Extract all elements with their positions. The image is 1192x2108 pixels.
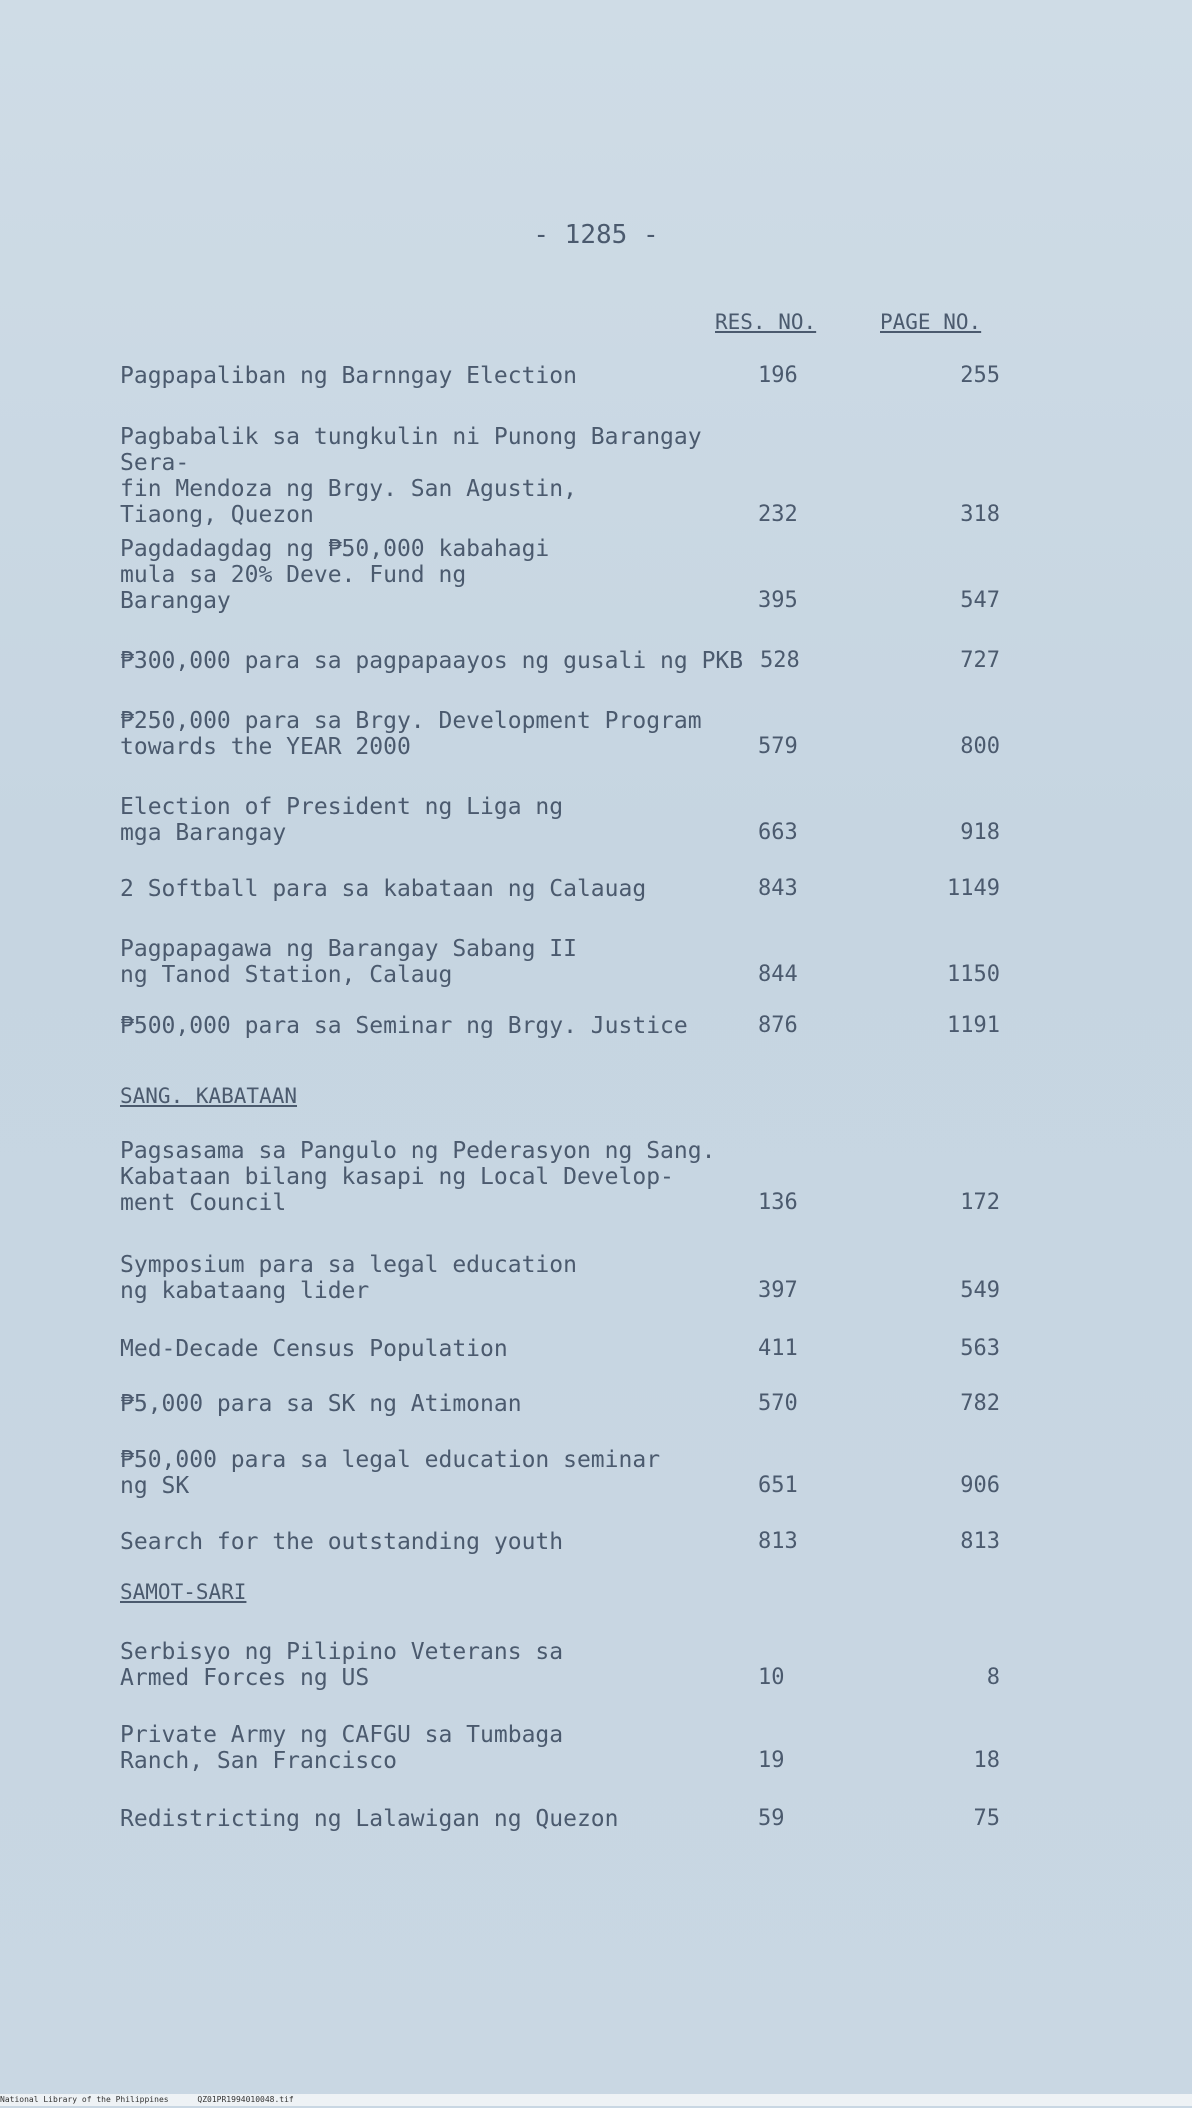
entry-res-no: 397 bbox=[758, 1278, 798, 1303]
index-entry bbox=[120, 648, 1170, 674]
index-entry bbox=[120, 1252, 1170, 1304]
entry-description: ₱250,000 para sa Brgy. Development Program towards the YEAR 2000 bbox=[120, 708, 702, 760]
entry-description: ₱5,000 para sa SK ng Atimonan bbox=[120, 1391, 522, 1417]
entry-res-no: 876 bbox=[758, 1013, 798, 1038]
entry-res-no: 196 bbox=[758, 363, 798, 388]
res-no-header: RES. NO. bbox=[715, 310, 817, 334]
index-entry bbox=[120, 936, 1170, 988]
entry-page-no: 800 bbox=[960, 734, 1000, 759]
entry-description: Election of President ng Liga ng mga Barangay bbox=[120, 794, 564, 846]
entry-res-no: 10 bbox=[758, 1665, 785, 1690]
entry-res-no: 136 bbox=[758, 1190, 798, 1215]
entry-description: ₱50,000 para sa legal education seminar ng SK bbox=[120, 1447, 661, 1499]
entry-page-no: 18 bbox=[973, 1748, 1000, 1773]
entry-page-no: 8 bbox=[986, 1665, 1000, 1690]
entry-description: Pagdadagdag ng ₱50,000 kabahagi mula sa 20% Deve. Fund ng Barangay bbox=[120, 536, 550, 614]
entry-description: Pagsasama sa Pangulo ng Pederasyon ng Sang. Kabataan bilang kasapi ng Local Develop- ment Council bbox=[120, 1138, 716, 1216]
page-no-header: PAGE NO. bbox=[880, 310, 982, 334]
index-entry bbox=[120, 424, 1170, 528]
entry-res-no: 232 bbox=[758, 502, 798, 527]
entry-description: Med-Decade Census Population bbox=[120, 1336, 508, 1362]
entry-page-no: 906 bbox=[960, 1473, 1000, 1498]
page-number: - 1285 - bbox=[533, 220, 659, 250]
entry-page-no: 549 bbox=[960, 1278, 1000, 1303]
entry-page-no: 918 bbox=[960, 820, 1000, 845]
entry-description: Symposium para sa legal education ng kabataang lider bbox=[120, 1252, 577, 1304]
entry-page-no: 727 bbox=[960, 648, 1000, 673]
entry-page-no: 75 bbox=[973, 1806, 1000, 1831]
footer-filename: QZ01PR1994010048.tif bbox=[197, 2095, 294, 2104]
index-entry bbox=[120, 708, 1170, 760]
entry-description: Search for the outstanding youth bbox=[120, 1529, 564, 1555]
index-entry bbox=[120, 794, 1170, 846]
entry-description: Pagbabalik sa tungkulin ni Punong Barangay Sera- fin Mendoza ng Brgy. San Agustin, Tiaong, Quezon bbox=[120, 424, 702, 528]
entry-res-no: 843 bbox=[758, 876, 798, 901]
entry-page-no: 1191 bbox=[947, 1013, 1000, 1038]
entry-description: Private Army ng CAFGU sa Tumbaga Ranch, San Francisco bbox=[120, 1722, 564, 1774]
entry-res-no: 844 bbox=[758, 962, 798, 987]
entry-res-no: 813 bbox=[758, 1529, 798, 1554]
index-entry bbox=[120, 1336, 1170, 1362]
index-entry bbox=[120, 536, 1170, 614]
entry-res-no: 528 bbox=[760, 648, 800, 673]
entry-page-no: 255 bbox=[960, 363, 1000, 388]
index-entry bbox=[120, 1013, 1170, 1039]
index-entry bbox=[120, 1391, 1170, 1417]
entry-res-no: 395 bbox=[758, 588, 798, 613]
index-entry bbox=[120, 876, 1170, 902]
entry-page-no: 1149 bbox=[947, 876, 1000, 901]
index-entry bbox=[120, 1722, 1170, 1774]
index-entry bbox=[120, 1529, 1170, 1555]
entry-res-no: 663 bbox=[758, 820, 798, 845]
entry-page-no: 318 bbox=[960, 502, 1000, 527]
entry-res-no: 579 bbox=[758, 734, 798, 759]
entry-res-no: 651 bbox=[758, 1473, 798, 1498]
entry-description: ₱500,000 para sa Seminar ng Brgy. Justice bbox=[120, 1013, 688, 1039]
section-heading-samot-sari: SAMOT-SARI bbox=[120, 1580, 247, 1604]
index-entry bbox=[120, 1806, 1170, 1832]
entry-res-no: 570 bbox=[758, 1391, 798, 1416]
entry-page-no: 813 bbox=[960, 1529, 1000, 1554]
entry-res-no: 19 bbox=[758, 1748, 785, 1773]
scan-footer bbox=[0, 2094, 1192, 2106]
entry-description: Serbisyo ng Pilipino Veterans sa Armed Forces ng US bbox=[120, 1639, 564, 1691]
entry-res-no: 59 bbox=[758, 1806, 785, 1831]
entry-page-no: 563 bbox=[960, 1336, 1000, 1361]
entry-description: 2 Softball para sa kabataan ng Calauag bbox=[120, 876, 647, 902]
entry-page-no: 547 bbox=[960, 588, 1000, 613]
index-entry bbox=[120, 363, 1170, 389]
entry-description: ₱300,000 para sa pagpapaayos ng gusali ng PKB bbox=[120, 648, 744, 674]
entry-res-no: 411 bbox=[758, 1336, 798, 1361]
footer-library: National Library of the Philippines bbox=[0, 2095, 169, 2104]
entry-description: Pagpapagawa ng Barangay Sabang II ng Tanod Station, Calaug bbox=[120, 936, 577, 988]
index-entry bbox=[120, 1138, 1170, 1216]
index-entry bbox=[120, 1447, 1170, 1499]
index-entry bbox=[120, 1639, 1170, 1691]
entry-page-no: 782 bbox=[960, 1391, 1000, 1416]
section-heading-sang-kabataan: SANG. KABATAAN bbox=[120, 1084, 298, 1108]
entry-page-no: 172 bbox=[960, 1190, 1000, 1215]
entry-page-no: 1150 bbox=[947, 962, 1000, 987]
entry-description: Pagpapaliban ng Barnngay Election bbox=[120, 363, 577, 389]
entry-description: Redistricting ng Lalawigan ng Quezon bbox=[120, 1806, 619, 1832]
